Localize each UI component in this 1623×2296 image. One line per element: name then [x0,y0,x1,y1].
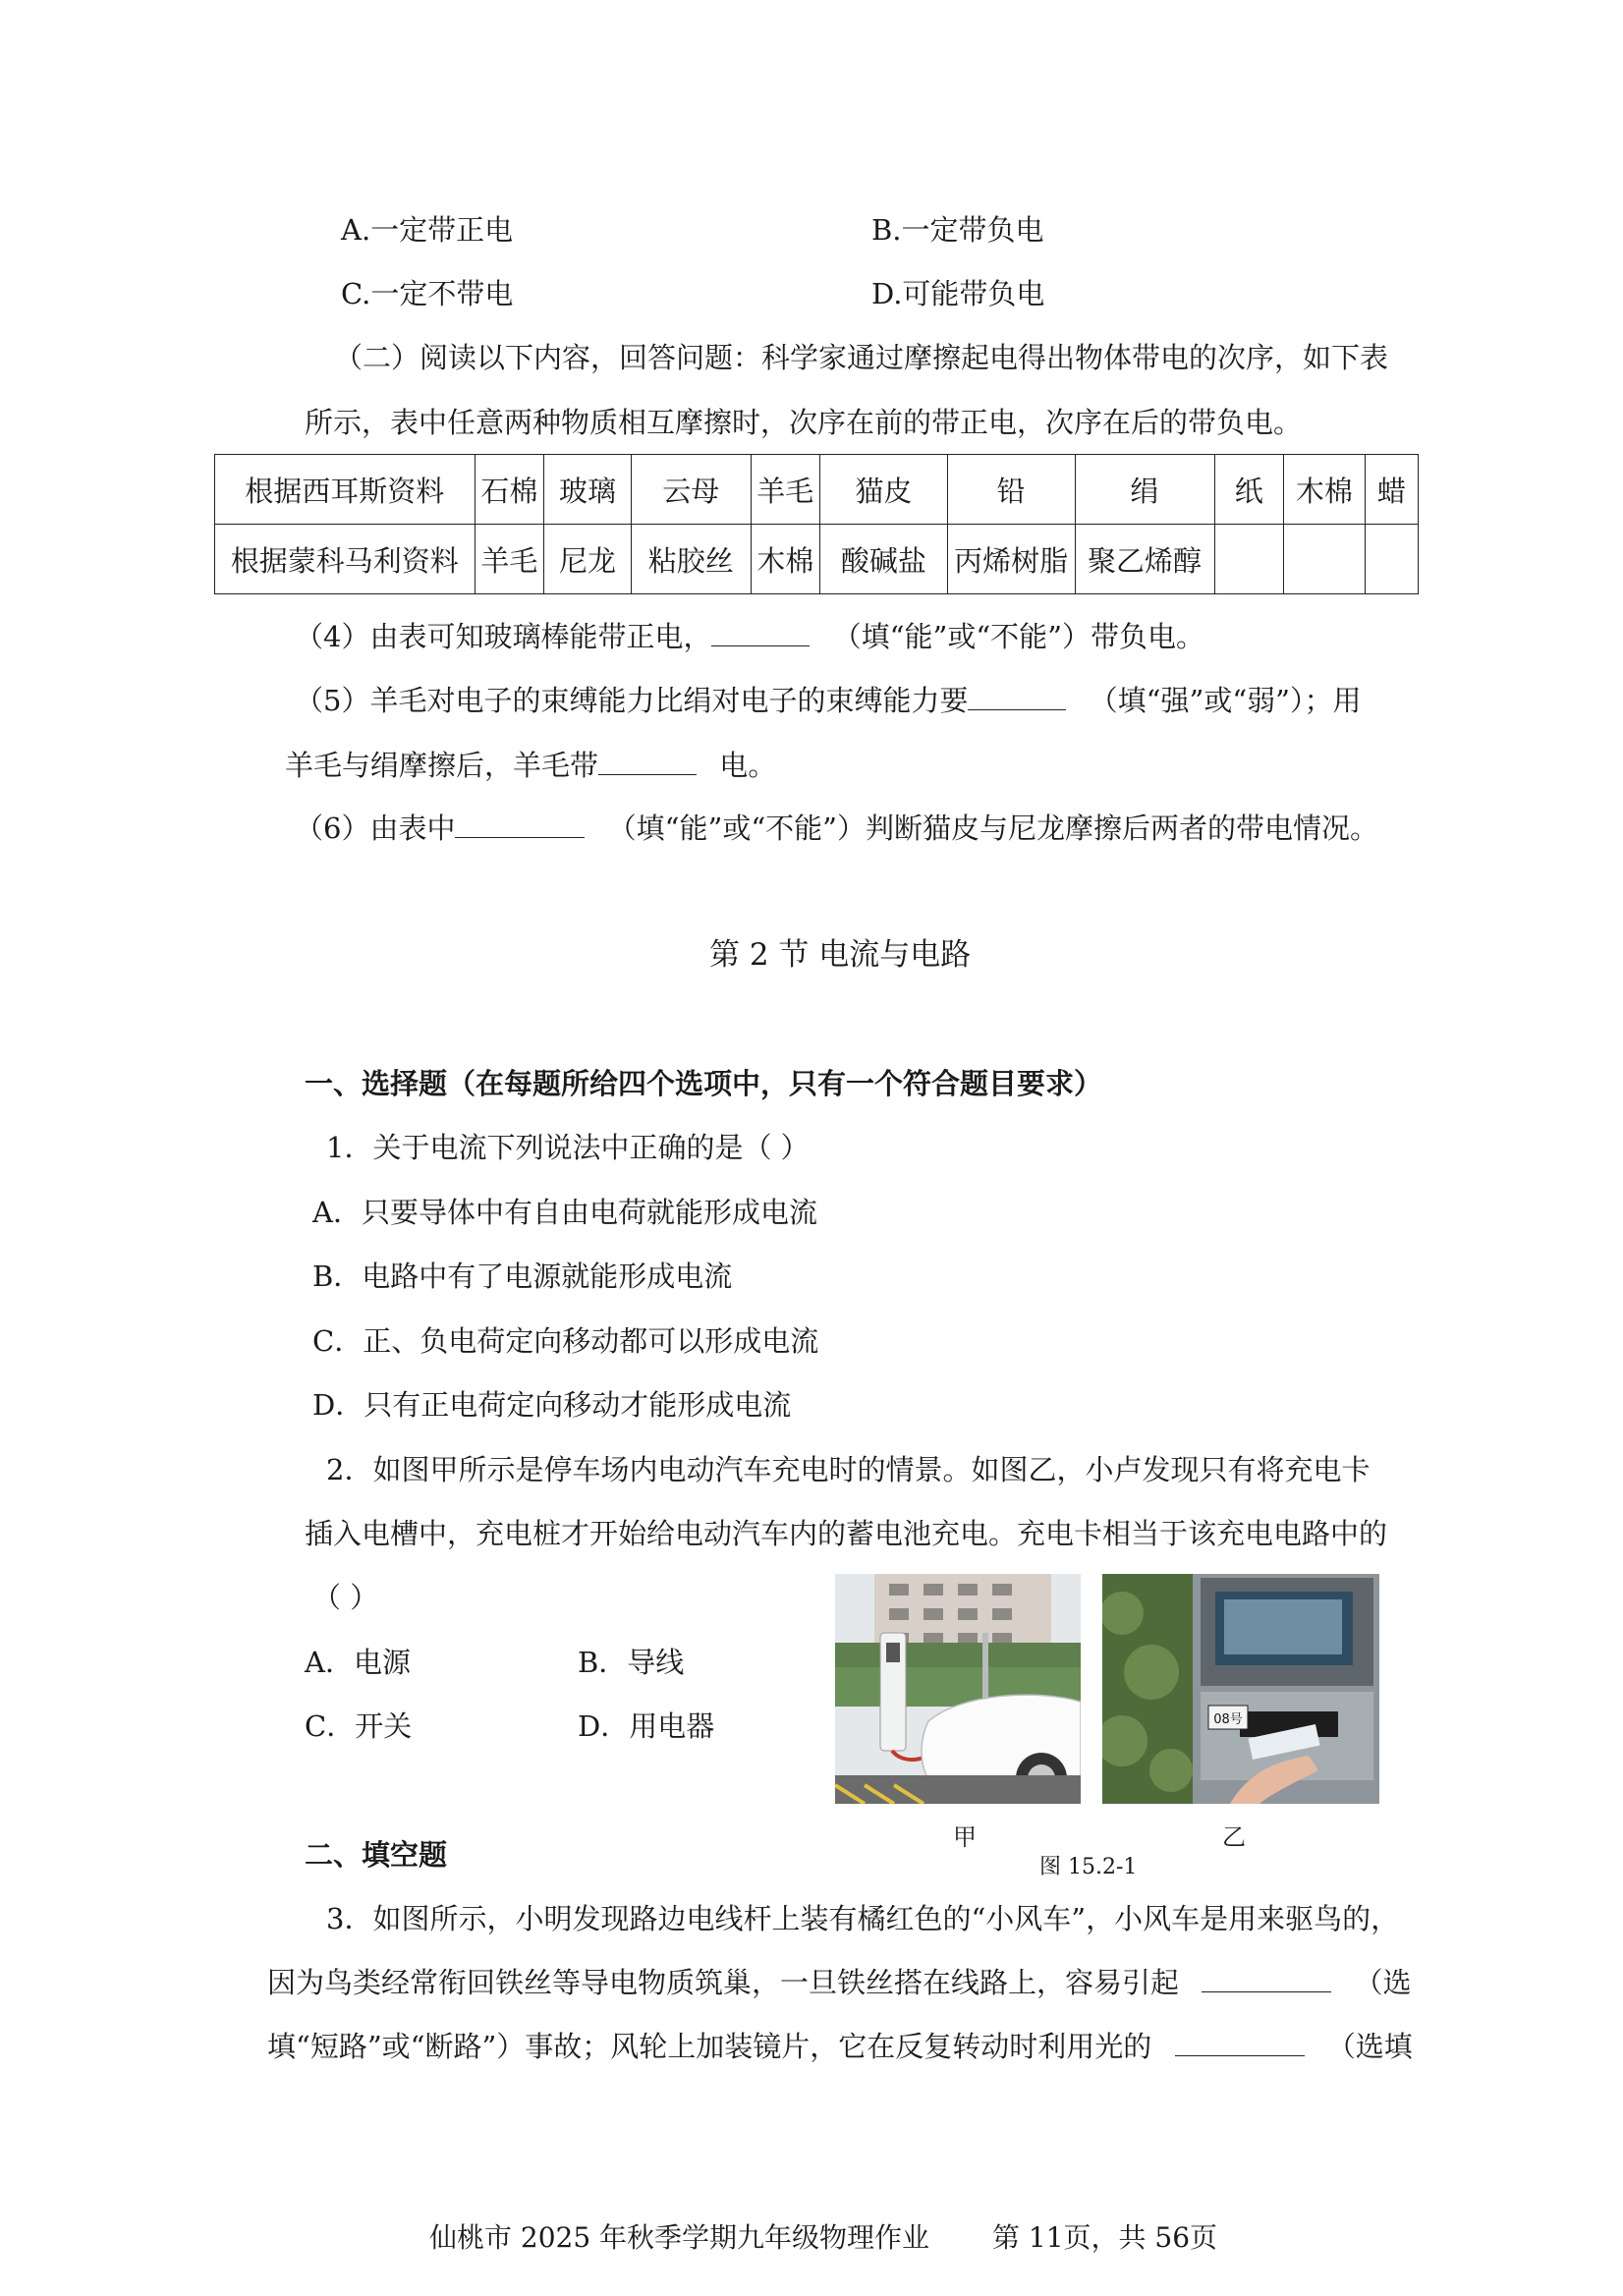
table-cell: 粘胶丝 [631,525,751,594]
table-row [215,455,1419,525]
answer-blank[interactable] [711,618,810,646]
card-slot-label: 08号 [1213,1712,1243,1727]
answer-blank[interactable] [1202,1964,1331,1992]
table-cell: 根据蒙科马利资料 [215,525,476,594]
table-cell: 酸碱盐 [820,525,948,594]
part2-heading: 二、填空题 [305,1838,448,1872]
question-2-line1: 2．如图甲所示是停车场内电动汽车充电时的情景。如图乙，小卢发现只有将充电卡 [326,1453,1371,1486]
charging-card-photo [1102,1574,1379,1804]
table-cell: 丙烯树脂 [947,525,1075,594]
table-cell: 纸 [1214,455,1283,525]
question-4: （4）由表可知玻璃棒能带正电， （填“能”或“不能”）带负电。 [295,620,1204,653]
table-cell [1214,525,1283,594]
question-6: （6）由表中 （填“能”或“不能”）判断猫皮与尼龙摩擦后两者的带电情况。 [295,812,1378,845]
page-number: 第 11页，共 56页 [992,2221,1218,2254]
triboelectric-table [214,454,1419,594]
table-cell: 羊毛 [751,455,819,525]
answer-blank[interactable] [455,810,585,838]
question-1-stem: 1．关于电流下列说法中正确的是（ ） [326,1131,810,1164]
figure-label-left: 甲 [953,1823,977,1851]
table-cell: 石棉 [475,455,543,525]
section-title: 第 2 节 电流与电路 [709,937,972,973]
section-intro-line1: （二）阅读以下内容，回答问题：科学家通过摩擦起电得出物体带电的次序，如下表 [334,341,1389,374]
answer-blank[interactable] [598,747,697,775]
table-cell: 木棉 [1284,455,1366,525]
table-cell: 聚乙烯醇 [1075,525,1214,594]
table-cell: 猫皮 [820,455,948,525]
section-intro-line2: 所示，表中任意两种物质相互摩擦时，次序在前的带正电，次序在后的带负电。 [305,406,1303,439]
table-cell [1365,525,1418,594]
ev-charging-illustration [835,1574,1081,1804]
table-cell: 木棉 [751,525,819,594]
q2-option-b: B．导线 [578,1646,685,1679]
option-d: D.可能带负电 [871,277,1045,310]
question-3-line2: 因为鸟类经常衔回铁丝等导电物质筑巢，一旦铁丝搭在线路上，容易引起 （选 [267,1966,1412,1999]
question-5: （5）羊毛对电子的束缚能力比绢对电子的束缚能力要 （填“强”或“弱”）；用 [295,684,1362,717]
question-3-line3: 填“短路”或“断路”）事故；风轮上加装镜片，它在反复转动时利用光的 （选填 [267,2030,1413,2063]
figure-label-right: 乙 [1222,1823,1246,1851]
table-cell: 玻璃 [544,455,632,525]
q2-option-d: D．用电器 [578,1709,715,1743]
table-cell: 云母 [631,455,751,525]
charging-card-illustration [1102,1574,1379,1804]
table-cell: 羊毛 [475,525,543,594]
table-row [215,525,1419,594]
option-a: A.一定带正电 [341,213,514,247]
q1-option-b: B．电路中有了电源就能形成电流 [312,1260,733,1293]
table-cell [1284,525,1366,594]
figure-caption: 图 15.2-1 [1039,1855,1138,1879]
q2-option-c: C．开关 [305,1709,413,1743]
question-2-line2: 插入电槽中，充电桩才开始给电动汽车内的蓄电池充电。充电卡相当于该充电电路中的 [305,1517,1388,1550]
ev-charging-photo [835,1574,1081,1804]
part1-heading: 一、选择题（在每题所给四个选项中，只有一个符合题目要求） [305,1067,1103,1100]
q1-option-c: C．正、负电荷定向移动都可以形成电流 [312,1324,819,1358]
answer-blank[interactable] [968,682,1066,710]
answer-blank[interactable] [1175,2028,1305,2056]
table-cell: 蜡 [1365,455,1418,525]
q1-option-d: D．只有正电荷定向移动才能形成电流 [312,1388,792,1422]
table-cell: 铅 [947,455,1075,525]
question-3-line1: 3．如图所示，小明发现路边电线杆上装有橘红色的“小风车”，小风车是用来驱鸟的， [326,1902,1400,1935]
option-b: B.一定带负电 [871,213,1044,247]
question-5-line2: 羊毛与绢摩擦后，羊毛带 电。 [285,749,777,782]
footer-title: 仙桃市 2025 年秋季学期九年级物理作业 [429,2221,930,2254]
table-cell: 尼龙 [544,525,632,594]
question-2-line3: （ ） [312,1581,379,1614]
q2-option-a: A．电源 [305,1646,411,1679]
option-c: C.一定不带电 [341,277,514,310]
table-cell: 绢 [1075,455,1214,525]
table-cell: 根据西耳斯资料 [215,455,476,525]
q1-option-a: A．只要导体中有自由电荷就能形成电流 [312,1196,817,1229]
